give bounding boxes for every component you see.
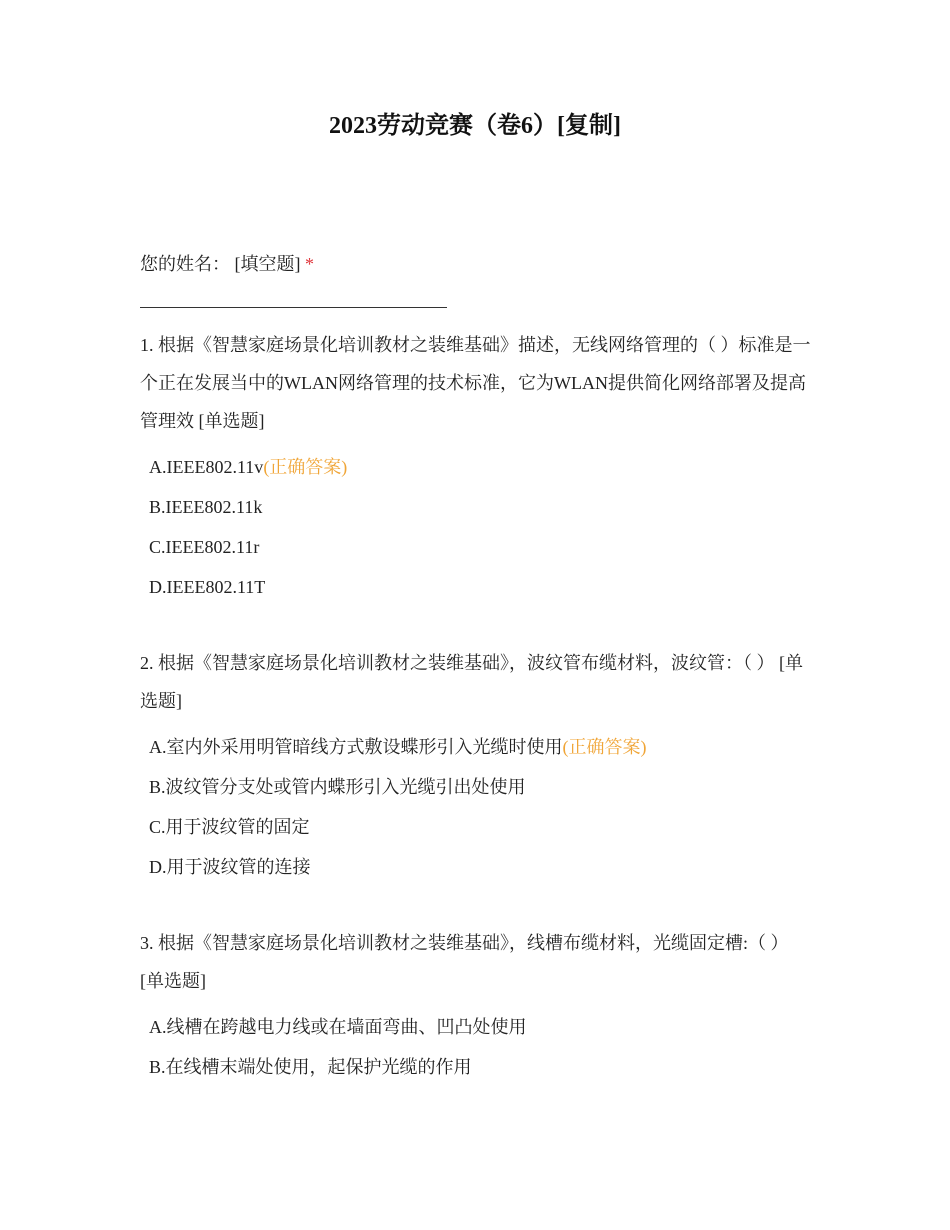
option-text: A.IEEE802.11v <box>149 457 264 477</box>
option-a[interactable] <box>140 1007 812 1047</box>
option-text: A.室内外采用明管暗线方式敷设蝶形引入光缆时使用 <box>149 737 563 757</box>
question-text: 2. 根据《智慧家庭场景化培训教材之装维基础》，波纹管布缆材料，波纹管：（ ） <box>140 653 775 673</box>
option-a[interactable] <box>140 447 812 487</box>
question-type: [填空题] <box>234 254 301 274</box>
question-text: 3. 根据《智慧家庭场景化培训教材之装维基础》，线槽布缆材料，光缆固定槽:（ ） <box>140 933 789 953</box>
option-c[interactable] <box>140 527 812 567</box>
option-b[interactable] <box>140 487 812 527</box>
option-c[interactable] <box>140 807 812 847</box>
question-1-text <box>140 326 812 440</box>
name-question <box>140 250 314 278</box>
required-mark: * <box>305 254 314 274</box>
option-text: C.IEEE802.11r <box>149 537 260 557</box>
option-d[interactable] <box>140 847 812 887</box>
option-a[interactable] <box>140 727 812 767</box>
question-3-text <box>140 924 812 1000</box>
option-text: B.IEEE802.11k <box>149 497 263 517</box>
question-1 <box>140 326 812 607</box>
option-b[interactable] <box>140 1047 812 1087</box>
question-3-options <box>140 1007 812 1087</box>
name-input-line[interactable] <box>140 307 447 308</box>
question-1-options <box>140 447 812 607</box>
name-label: 您的姓名： <box>140 254 230 274</box>
option-b[interactable] <box>140 767 812 807</box>
option-text: B.波纹管分支处或管内蝶形引入光缆引出处使用 <box>149 777 526 797</box>
question-2-text <box>140 644 812 720</box>
option-text: B.在线槽末端处使用，起保护光缆的作用 <box>149 1057 472 1077</box>
option-text: C.用于波纹管的固定 <box>149 817 310 837</box>
question-type: [单选题] <box>140 971 206 991</box>
option-d[interactable] <box>140 567 812 607</box>
page-title: 2023劳动竞赛（卷6）[复制] <box>329 113 621 139</box>
question-3 <box>140 924 812 1087</box>
correct-answer-label: (正确答案) <box>263 457 348 477</box>
option-text: D.用于波纹管的连接 <box>149 857 311 877</box>
correct-answer-label: (正确答案) <box>562 737 647 757</box>
question-2-options <box>140 727 812 887</box>
option-text: A.线槽在跨越电力线或在墙面弯曲、凹凸处使用 <box>149 1017 527 1037</box>
question-type: [单选题] <box>140 653 803 711</box>
question-text: 1. 根据《智慧家庭场景化培训教材之装维基础》描述，无线网络管理的（ ）标准是一个正在发展当中的WLAN网络管理的技术标准，它为WLAN提供简化网络部署及提高管理效 <box>140 335 811 431</box>
question-type: [单选题] <box>198 411 265 431</box>
question-2 <box>140 644 812 887</box>
option-text: D.IEEE802.11T <box>149 577 266 597</box>
